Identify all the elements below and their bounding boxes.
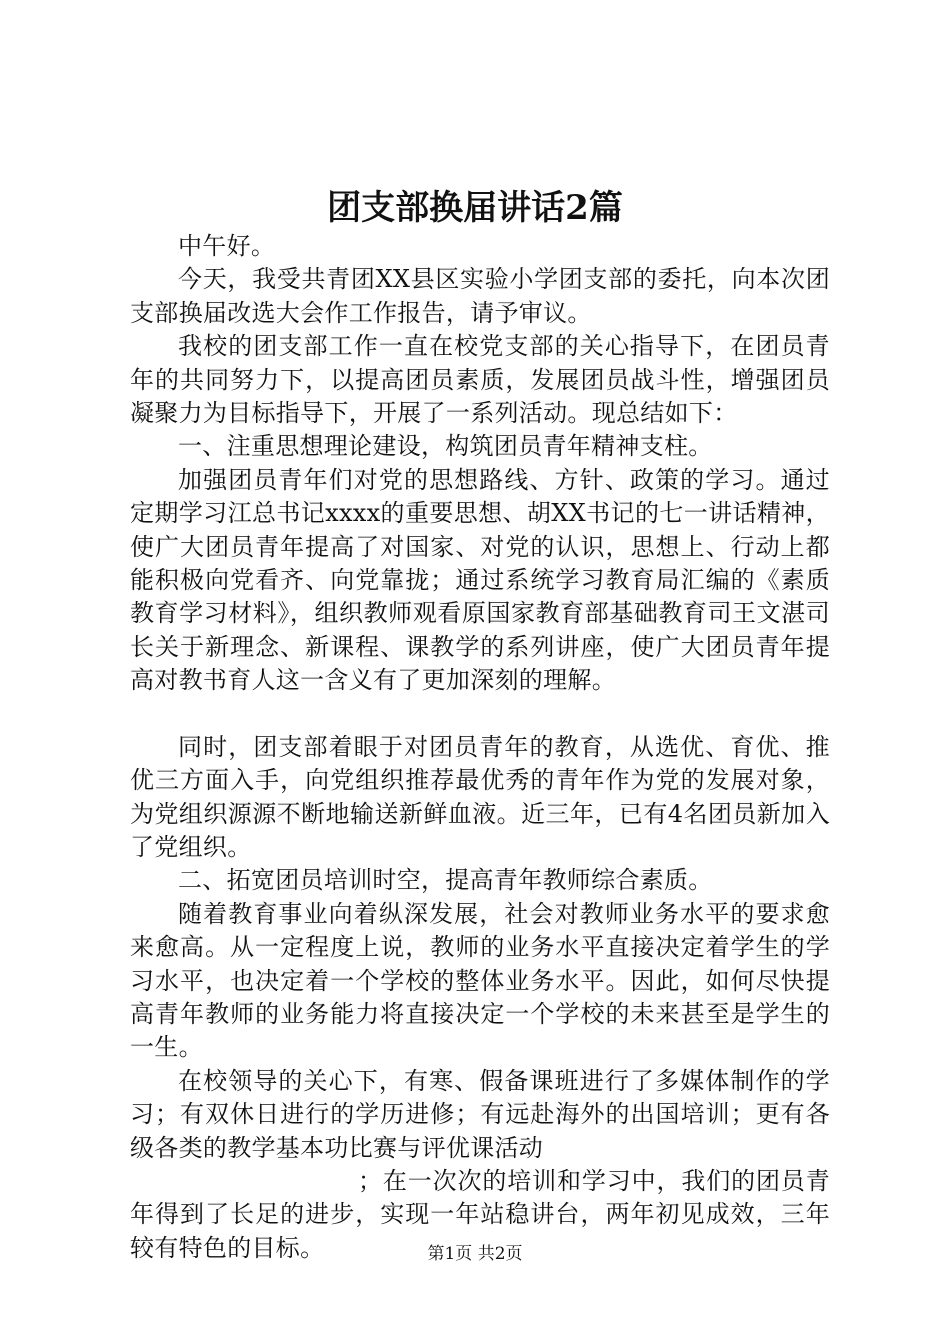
paragraph-overview: 我校的团支部工作一直在校党支部的关心指导下，在团员青年的共同努力下，以提高团员素质，发展团员战斗性，增强团员凝聚力为目标指导下，开展了一系列活动。现总结如下：: [130, 332, 830, 428]
paragraph-party-recommendation: 同时，团支部着眼于对团员青年的教育，从选优、育优、推优三方面入手，向党组织推荐最优秀的青年作为党的发展对象，为党组织源源不断地输送新鲜血液。近三年，已有4名团员新加入了党组织。: [130, 732, 830, 861]
paragraph-gap: [130, 698, 830, 731]
paragraph-greeting: 中午好。: [178, 232, 276, 260]
paragraph-training: 在校领导的关心下，有寒、假备课班进行了多媒体制作的学习；有双休日进行的学历进修；有远赴海外的出国培训；更有各级各类的教学基本功比赛与评优课活动: [130, 1066, 830, 1162]
paragraph-theory-study: 加强团员青年们对党的思想路线、方针、政策的学习。通过定期学习江总书记xxxx的重要思想、胡XX书记的七一讲话精神，使广大团员青年提高了对国家、对党的认识，思想上、行动上都能积极向党看齐、向党靠拢；通过系统学习教育局汇编的《素质教育学习材料》，组织教师观看原国家教育部基础教育司王文湛司长关于新理念、新课程、课教学的系列讲座，使广大团员青年提高对教书育人这一含义有了更加深刻的理解。: [130, 465, 830, 695]
section-heading-2: 二、拓宽团员培训时空，提高青年教师综合素质。: [178, 866, 713, 895]
page-footer: 第1页 共2页: [427, 1244, 523, 1264]
page-title: 团支部换届讲话2篇: [327, 188, 623, 228]
paragraph-teacher-quality: 随着教育事业向着纵深发展，社会对教师业务水平的要求愈来愈高。从一定程度上说，教师的业务水平直接决定着学生的学习水平，也决定着一个学校的整体业务水平。因此，如何尽快提高青年教师的业务能力将直接决定一个学校的未来甚至是学生的一生。: [130, 899, 830, 1062]
paragraph-intro: 今天，我受共青团XX县区实验小学团支部的委托，向本次团支部换届改选大会作工作报告，请予审议。: [130, 265, 830, 327]
paragraph-training-results: ；在一次次的培训和学习中，我们的团员青年得到了长足的进步，实现一年站稳讲台，两年初见成效，三年较有特色的目标。: [130, 1166, 830, 1262]
document-body: [130, 230, 830, 1265]
section-heading-1: 一、注重思想理论建设，构筑团员青年精神支柱。: [178, 432, 713, 461]
